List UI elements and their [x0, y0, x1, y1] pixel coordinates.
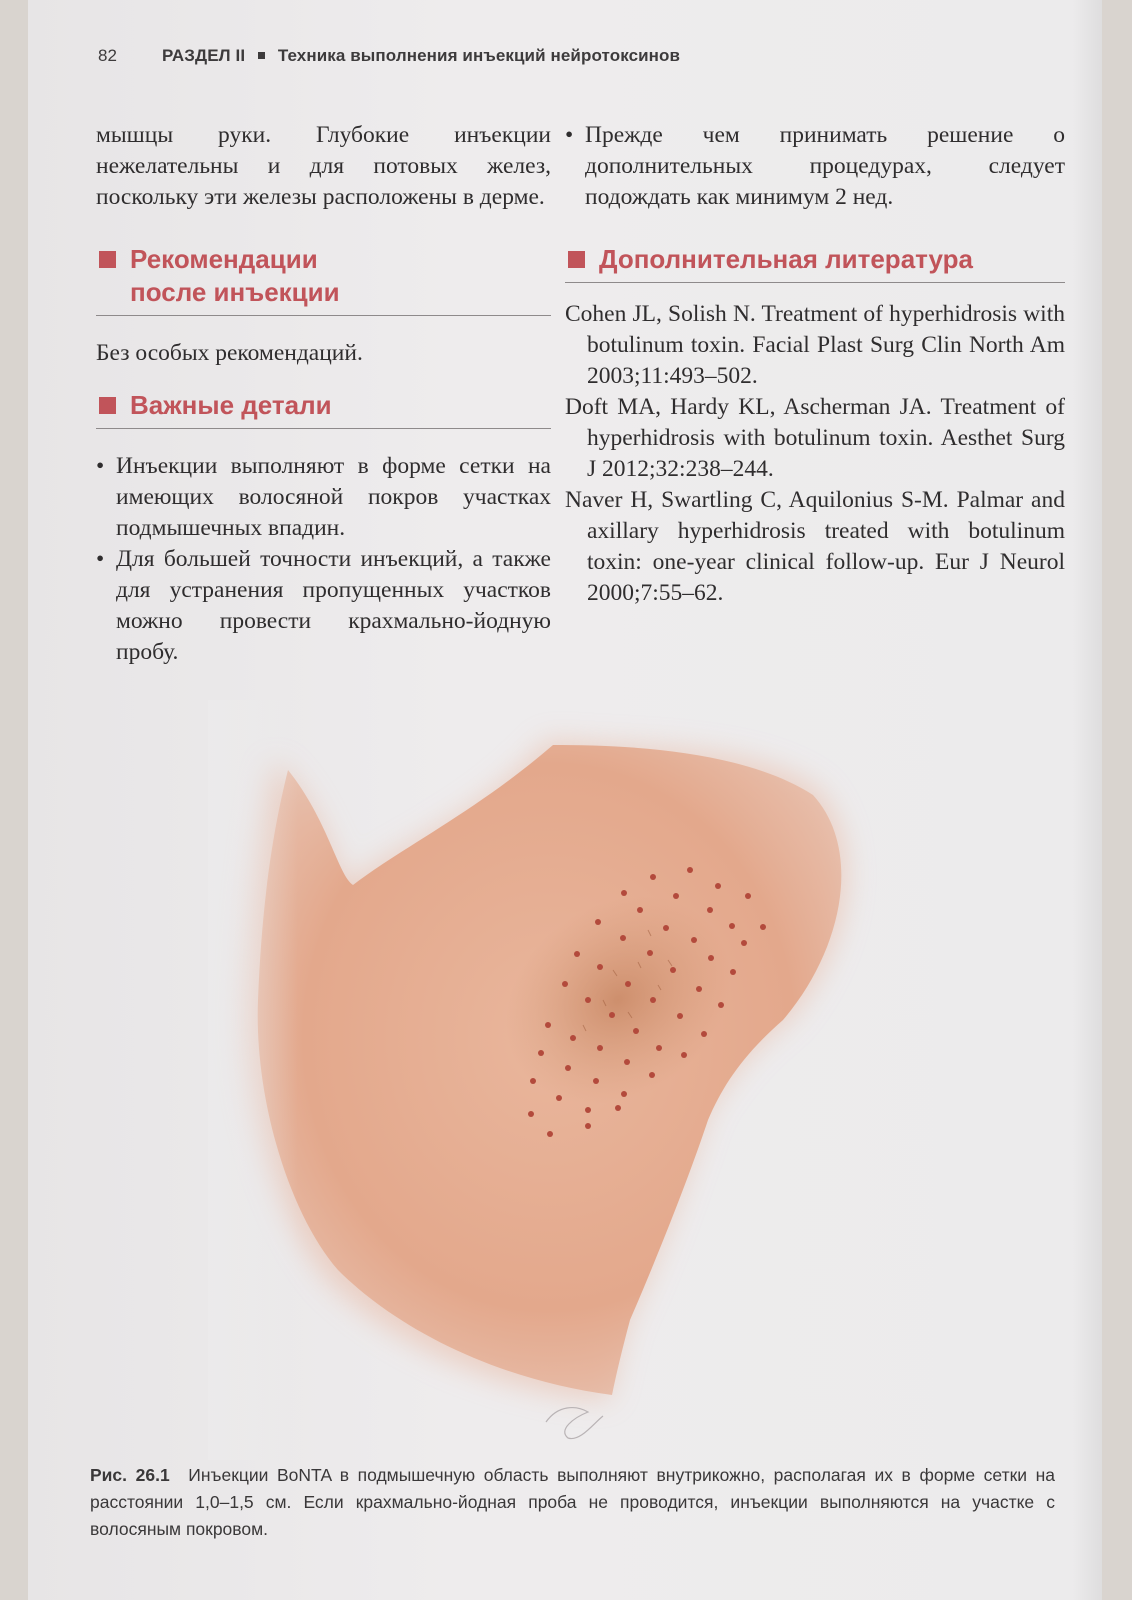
figure-caption: [90, 1462, 1055, 1543]
reference-item: Naver H, Swartling C, Aquilonius S-M. Palmar and axillary hyperhidrosis treated with botulinum toxin: one-year clinical follow-up. Eur J Neurol 2000;7:55–62.: [565, 487, 1065, 606]
heading-recommendations: [96, 243, 551, 316]
heading-square-icon: [99, 397, 116, 414]
running-header: [98, 46, 998, 66]
right-column: [565, 120, 1065, 609]
page-number: 82: [98, 46, 118, 65]
section-label: РАЗДЕЛ II: [161, 46, 246, 65]
figure-caption-text: Инъекции BoNTA в подмышечную область выполняют внутрикожно, располагая их в форме сетки на расстоянии 1,0–1,5 см. Если крахмально-йодная проба не проводится, инъекции выполняются на участке с волосяным покровом.: [90, 1465, 1055, 1539]
heading-square-icon: [568, 251, 585, 268]
figure-label: Рис. 26.1: [90, 1465, 170, 1485]
heading-details-label: Важные детали: [130, 390, 332, 420]
book-page: [28, 0, 1102, 1600]
heading-literature: [565, 243, 1065, 283]
details-list: [96, 451, 551, 668]
recommendations-text: Без особых рекомендаций.: [96, 340, 363, 366]
intro-paragraph: мышцы руки. Глубокие инъекции нежелательны и для потовых желез, поскольку эти железы расположены в дерме.: [96, 122, 551, 210]
reference-list: [565, 299, 1065, 609]
reference-item: Cohen JL, Solish N. Treatment of hyperhidrosis with botulinum toxin. Facial Plast Surg Clin North Am 2003;11:493–502.: [565, 301, 1065, 389]
illustrator-signature: [546, 1408, 603, 1439]
axilla-illustration: [28, 700, 1102, 1460]
procedures-list: [565, 120, 1065, 213]
chapter-title: Техника выполнения инъекций нейротоксинов: [277, 46, 681, 65]
header-square-icon: [258, 52, 265, 59]
heading-recommendations-line1: Рекомендации: [130, 244, 318, 274]
heading-details: [96, 389, 551, 429]
list-item: • Прежде чем принимать решение о дополнительных процедурах, следует подождать как минимум 2 нед.: [565, 120, 1065, 213]
list-item: • Инъекции выполняют в форме сетки на имеющих волосяной покров участках подмышечных впадин.: [96, 451, 551, 544]
left-column: [96, 120, 551, 668]
heading-square-icon: [99, 251, 116, 268]
reference-item: Doft MA, Hardy KL, Ascherman JA. Treatment of hyperhidrosis with botulinum toxin. Aesthet Surg J 2012;32:238–244.: [565, 394, 1065, 482]
heading-recommendations-line2: после инъекции: [130, 277, 340, 307]
figure-illustration: [28, 700, 1102, 1460]
heading-literature-label: Дополнительная литература: [599, 244, 973, 274]
list-item: • Для большей точности инъекций, а также для устранения пропущенных участков можно провести крахмально-йодную пробу.: [96, 544, 551, 668]
